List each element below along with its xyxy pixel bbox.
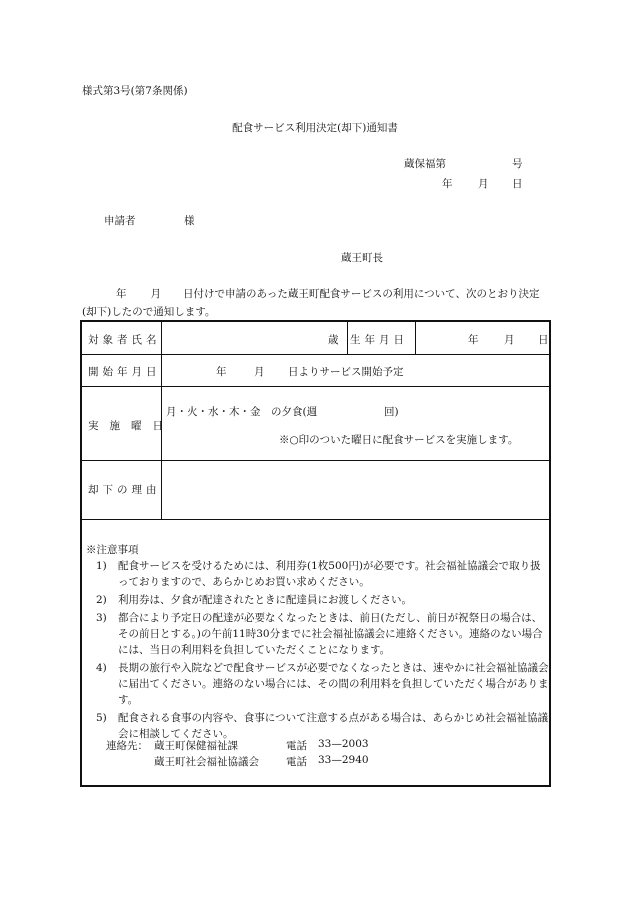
age-divider	[347, 322, 348, 354]
row-divider	[82, 519, 549, 520]
note-number: 4)	[96, 662, 107, 674]
note-text: 配食サービスを受けるためには、利用券(1枚500円)が必要です。社会福祉協議会で取り扱っておりますので、あらかじめお買い求めください。	[118, 560, 541, 588]
note-number: 1)	[96, 560, 107, 572]
age-unit: 歳	[328, 334, 339, 346]
form-number-label: 様式第3号(第7条関係)	[82, 85, 188, 97]
issue-date-day: 日	[512, 178, 523, 190]
birthdate-month: 月	[504, 334, 515, 346]
start-date-text: 日よりサービス開始予定	[288, 366, 404, 378]
contact-phone: 33—2003	[318, 738, 369, 750]
subject-name-label: 対象者氏名	[88, 334, 161, 346]
service-times-per-week: 回)	[384, 406, 399, 418]
row-divider	[82, 354, 549, 355]
note-number: 5)	[96, 712, 107, 724]
birthdate-divider	[415, 322, 416, 354]
issuer-name: 蔵王町長	[341, 252, 383, 264]
rejection-reason-label: 却下の理由	[88, 484, 161, 496]
note-text: 利用券は、夕食が配達されたときに配達員にお渡しください。	[118, 594, 412, 606]
note-text: 長期の旅行や入院などで配食サービスが必要でなくなったときは、速やかに社会福祉協議会に届出てください。連絡のない場合には、その間の利用料を負担していただく場合があります。	[118, 662, 549, 706]
note-item	[88, 660, 550, 708]
service-days-note: ※○印のついた曜日に配食サービスを実施します。	[279, 434, 519, 446]
intro-text: 日付けで申請のあった蔵王町配食サービスの利用について、次のとおり決定(却下)したので通知します。	[82, 288, 540, 318]
birthdate-year: 年	[468, 334, 479, 346]
contact-name: 蔵王町社会福祉協議会	[154, 756, 259, 768]
service-days-list: 月・火・水・木・金 の夕食(週	[166, 406, 318, 418]
start-date-month: 月	[254, 366, 265, 378]
service-days-label: 実施曜日	[88, 420, 174, 432]
notification-form-table	[80, 320, 551, 787]
contact-phone-label: 電話	[286, 740, 307, 752]
intro-month: 月	[150, 288, 161, 300]
birthdate-label: 生年月日	[350, 334, 408, 346]
note-number: 2)	[96, 594, 107, 606]
row-divider	[82, 386, 549, 387]
start-date-year: 年	[216, 366, 227, 378]
issue-date-month: 月	[478, 178, 489, 190]
note-item	[88, 592, 550, 608]
applicant-label: 申請者	[104, 215, 136, 227]
contact-name: 蔵王町保健福祉課	[154, 740, 238, 752]
contact-phone-label: 電話	[286, 756, 307, 768]
document-title: 配食サービス利用決定(却下)通知書	[232, 122, 398, 134]
contact-label: 連絡先：	[106, 740, 148, 752]
start-date-label: 開始年月日	[88, 366, 161, 378]
intro-year: 年	[116, 288, 127, 300]
note-item	[88, 610, 550, 658]
contact-phone: 33—2940	[318, 754, 369, 766]
row-divider	[82, 460, 549, 461]
note-number: 3)	[96, 612, 107, 624]
note-item	[88, 558, 550, 590]
note-text: 配食される食事の内容や、食事について注意する点がある場合は、あらかじめ社会福祉協議会に相談してください。	[118, 712, 549, 740]
issue-date-year: 年	[442, 178, 453, 190]
intro-paragraph	[82, 285, 552, 321]
note-text: 都合により予定日の配達が必要なくなったときは、前日(ただし、前日が祝祭日の場合は、その前日とする。)の午前11時30分までに社会福祉協議会に連絡ください。連絡のない場合には、当日の利用料を負担していただくことになります。	[118, 612, 543, 656]
notes-title: ※注意事項	[86, 544, 139, 556]
document-number-label: 蔵保福第	[404, 158, 446, 170]
document-number-suffix: 号	[512, 158, 523, 170]
applicant-honorific: 様	[184, 215, 195, 227]
birthdate-day: 日	[538, 334, 549, 346]
